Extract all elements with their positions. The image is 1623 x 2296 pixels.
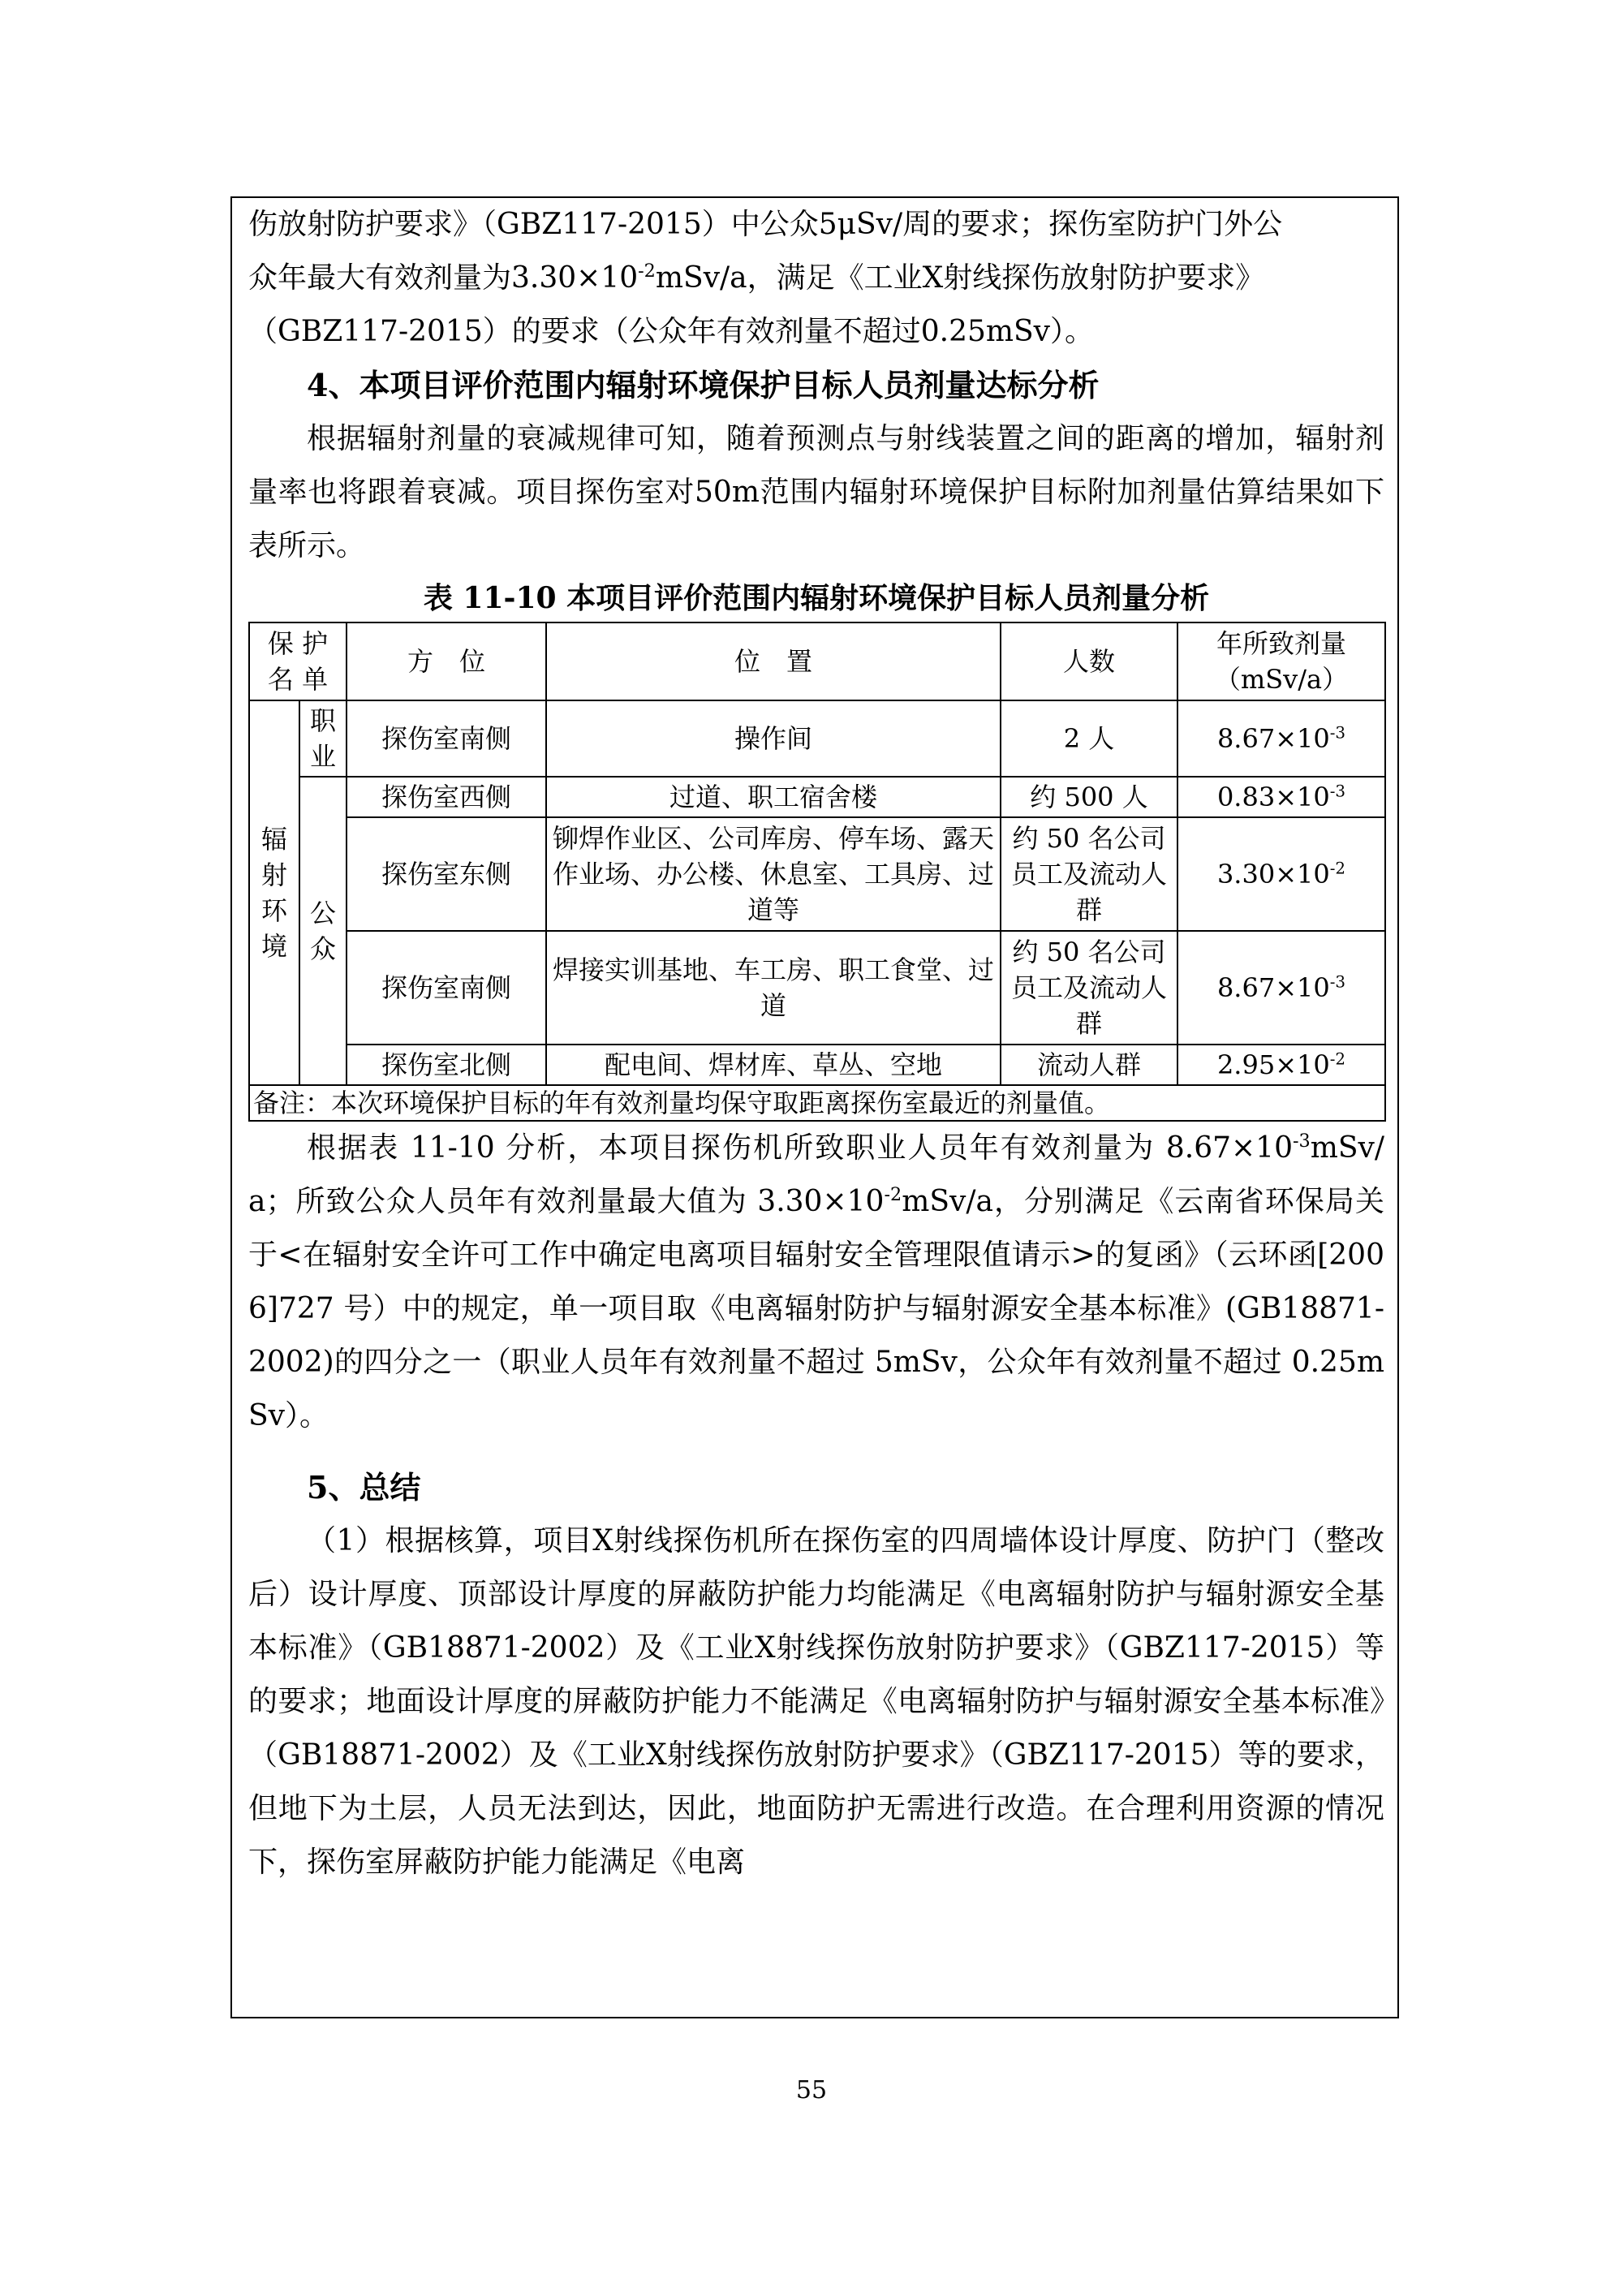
row-dose-base: 3.30×10 — [1216, 859, 1330, 890]
row-dose — [1177, 700, 1385, 777]
header-dose-line2: （mSv/a） — [1214, 664, 1349, 695]
row-dose-exp: -3 — [1329, 723, 1346, 743]
sub-label-occupational-text: 职 业 — [309, 705, 336, 772]
row-location: 配电间、焊材库、草丛、空地 — [546, 1045, 1001, 1085]
table-note-row — [249, 1085, 1385, 1121]
row-location: 焊接实训基地、车工房、职工食堂、过道 — [546, 931, 1001, 1045]
row-location: 操作间 — [546, 700, 1001, 777]
analysis-part3: mSv/a；所致公众人员年有效剂量最大值为 3.30×10 — [248, 1131, 1384, 1218]
row-location: 铆焊作业区、公司库房、停车场、露天作业场、办公楼、休息室、工具房、过道等 — [546, 817, 1001, 931]
table-note: 备注：本次环境保护目标的年有效剂量均保守取距离探伤室最近的剂量值。 — [249, 1085, 1385, 1121]
table-row — [249, 931, 1385, 1045]
header-dose — [1177, 622, 1385, 700]
analysis-paragraph — [248, 1122, 1384, 1443]
sub-label-public-text: 公 众 — [309, 898, 336, 964]
table-caption: 表 11-10 本项目评价范围内辐射环境保护目标人员剂量分析 — [423, 581, 1210, 615]
row-dose — [1177, 777, 1385, 817]
header-protect-list-line1: 保 护 — [267, 628, 329, 659]
analysis-part4: mSv/a，分别满足《云南省环保局关于<在辐射安全许可工作中确定电离项目辐射安全管理限值请示>的复函》（云环函[2006]727 号）中的规定，单一项目取《电离辐射防护与辐射源安全基本标准》(GB18871-2002)的四分之一（职业人员年有效剂量不超过 5mSv，公众年有效剂量不超过 0.25mSv）。 — [248, 1185, 1384, 1432]
header-dose-line1: 年所致剂量 — [1216, 628, 1346, 659]
header-location: 位 置 — [546, 622, 1001, 700]
row-dose-base: 0.83×10 — [1216, 782, 1330, 812]
row-people: 约 50 名公司员工及流动人群 — [1001, 817, 1177, 931]
dose-table — [248, 622, 1386, 1122]
content-area — [248, 198, 1384, 1889]
header-direction: 方 位 — [347, 622, 546, 700]
intro-line-2-a: 众年最大有效剂量为3.30×10 — [248, 261, 639, 295]
row-people: 约 500 人 — [1001, 777, 1177, 817]
group-label-radiation-env — [249, 700, 299, 1085]
row-dose-exp: -2 — [1329, 1049, 1346, 1069]
intro-line-2-b: mSv/a，满足《工业X射线探伤放射防护要求》 — [655, 261, 1265, 295]
row-location: 过道、职工宿舍楼 — [546, 777, 1001, 817]
row-direction: 探伤室南侧 — [347, 931, 546, 1045]
content-frame — [230, 196, 1399, 2018]
row-dose-base: 8.67×10 — [1216, 972, 1330, 1003]
sub-label-public — [299, 777, 347, 1085]
intro-line-3: （GBZ117-2015）的要求（公众年有效剂量不超过0.25mSv）。 — [248, 315, 1095, 348]
page-number: 55 — [795, 2076, 828, 2104]
table-row — [249, 1045, 1385, 1085]
group-label-text: 辐 射 环 境 — [260, 824, 287, 962]
row-dose-exp: -3 — [1329, 782, 1346, 801]
intro-line-2-sup: -2 — [638, 261, 656, 282]
table-row — [249, 700, 1385, 777]
analysis-part1: 根据表 11-10 分析，本项目探伤机所致职业人员年有效剂量为 8.67× — [307, 1131, 1256, 1165]
header-protect-list — [249, 622, 347, 700]
analysis-part2-base: 10 — [1255, 1131, 1293, 1165]
analysis-part3-sup: -2 — [884, 1184, 902, 1205]
spacer — [248, 1443, 1384, 1461]
row-dose-exp: -2 — [1329, 859, 1346, 878]
row-dose-base: 2.95×10 — [1216, 1049, 1330, 1080]
row-people: 流动人群 — [1001, 1045, 1177, 1085]
table-row — [249, 777, 1385, 817]
row-people: 约 50 名公司员工及流动人群 — [1001, 931, 1177, 1045]
section-4-heading: 4、本项目评价范围内辐射环境保护目标人员剂量达标分析 — [307, 367, 1100, 403]
row-dose — [1177, 1045, 1385, 1085]
analysis-part2-sup: -3 — [1292, 1131, 1311, 1152]
row-direction: 探伤室北侧 — [347, 1045, 546, 1085]
section-4-body: 根据辐射剂量的衰减规律可知，随着预测点与射线装置之间的距离的增加，辐射剂量率也将跟着衰减。项目探伤室对50m范围内辐射环境保护目标附加剂量估算结果如下表所示。 — [248, 422, 1384, 562]
row-direction: 探伤室西侧 — [347, 777, 546, 817]
sub-label-occupational — [299, 700, 347, 777]
table-row — [249, 817, 1385, 931]
intro-line-1: 伤放射防护要求》（GBZ117-2015）中公众5μSv/周的要求；探伤室防护门外公 — [248, 208, 1283, 241]
row-people: 2 人 — [1001, 700, 1177, 777]
row-dose — [1177, 931, 1385, 1045]
table-header-row — [249, 622, 1385, 700]
header-protect-list-line2: 名 单 — [267, 664, 329, 695]
row-dose — [1177, 817, 1385, 931]
row-dose-exp: -3 — [1329, 972, 1346, 992]
row-direction: 探伤室东侧 — [347, 817, 546, 931]
row-direction: 探伤室南侧 — [347, 700, 546, 777]
intro-line-2 — [248, 252, 1384, 305]
section-5-heading: 5、总结 — [307, 1469, 421, 1506]
section-5-body: （1）根据核算，项目X射线探伤机所在探伤室的四周墙体设计厚度、防护门（整改后）设计厚度、顶部设计厚度的屏蔽防护能力均能满足《电离辐射防护与辐射源安全基本标准》（GB18871-2002）及《工业X射线探伤放射防护要求》（GBZ117-2015）等的要求；地面设计厚度的屏蔽防护能力不能满足《电离辐射防护与辐射源安全基本标准》（GB18871-2002）及《工业X射线探伤放射防护要求》（GBZ117-2015）等的要求，但地下为土层，人员无法到达，因此，地面防护无需进行改造。在合理利用资源的情况下，探伤室屏蔽防护能力能满足《电离 — [248, 1524, 1384, 1879]
header-people: 人数 — [1001, 622, 1177, 700]
row-dose-base: 8.67×10 — [1216, 723, 1330, 754]
